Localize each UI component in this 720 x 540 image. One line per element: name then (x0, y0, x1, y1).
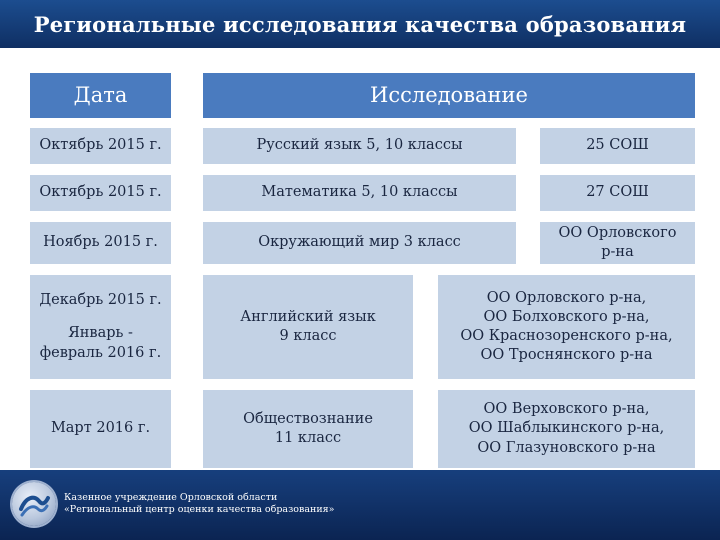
row-2-date: Октябрь 2015 г. (30, 175, 171, 211)
slide-header (0, 0, 720, 48)
row-2-scope: 27 СОШ (540, 175, 695, 211)
row-1-scope: 25 СОШ (540, 128, 695, 164)
row-5-scope-line-1: ОО Верховского р-на, (483, 401, 650, 418)
row-4-scope-line-2: ОО Болховского р-на, (483, 308, 650, 325)
row-1-study: Русский язык 5, 10 классы (203, 128, 516, 164)
org-emblem-icon (12, 482, 56, 526)
row-5-study (203, 390, 413, 468)
org-name (64, 492, 334, 517)
row-3-date: Ноябрь 2015 г. (30, 222, 171, 264)
slide-title: Региональные исследования качества образования (33, 11, 687, 37)
org-name-line-2: «Региональный центр оценки качества образования» (64, 504, 335, 516)
row-5-scope-line-2: ОО Шаблыкинского р-на, (468, 420, 665, 437)
row-3-study: Окружающий мир 3 класс (203, 222, 516, 264)
row-3-scope (540, 222, 695, 264)
row-5-study-line-2: 11 класс (274, 430, 342, 446)
row-5-study-line-1: Обществознание (243, 410, 373, 427)
row-4-date-line-1: Декабрь 2015 г. (39, 292, 162, 309)
row-4-date-line-3: февраль 2016 г. (39, 344, 162, 361)
row-4-date (30, 275, 171, 379)
row-4-scope-line-3: ОО Краснозоренского р-на, (460, 328, 673, 344)
row-1-date: Октябрь 2015 г. (30, 128, 171, 164)
column-header-study: Исследование (203, 73, 695, 118)
row-4-study-line-2: 9 класс (279, 328, 337, 344)
row-3-scope-line-2: р-на (601, 244, 634, 260)
org-name-line-1: Казенное учреждение Орловской области (64, 492, 278, 503)
column-header-date: Дата (30, 73, 171, 118)
org-emblem-graphic (12, 482, 56, 526)
slide-footer (0, 470, 720, 540)
row-5-scope (438, 390, 695, 468)
row-2-study: Математика 5, 10 классы (203, 175, 516, 211)
row-4-study (203, 275, 413, 379)
row-4-scope (438, 275, 695, 379)
row-4-study-line-1: Английский язык (240, 308, 376, 325)
row-4-date-line-2: Январь - (68, 325, 133, 342)
row-4-scope-line-1: ОО Орловского р-на, (486, 289, 647, 306)
row-4-scope-line-4: ОО Троснянского р-на (480, 347, 653, 364)
row-3-scope-line-1: ОО Орловского (558, 224, 677, 241)
row-5-date: Март 2016 г. (30, 390, 171, 468)
row-5-scope-line-3: ОО Глазуновского р-на (477, 439, 656, 456)
